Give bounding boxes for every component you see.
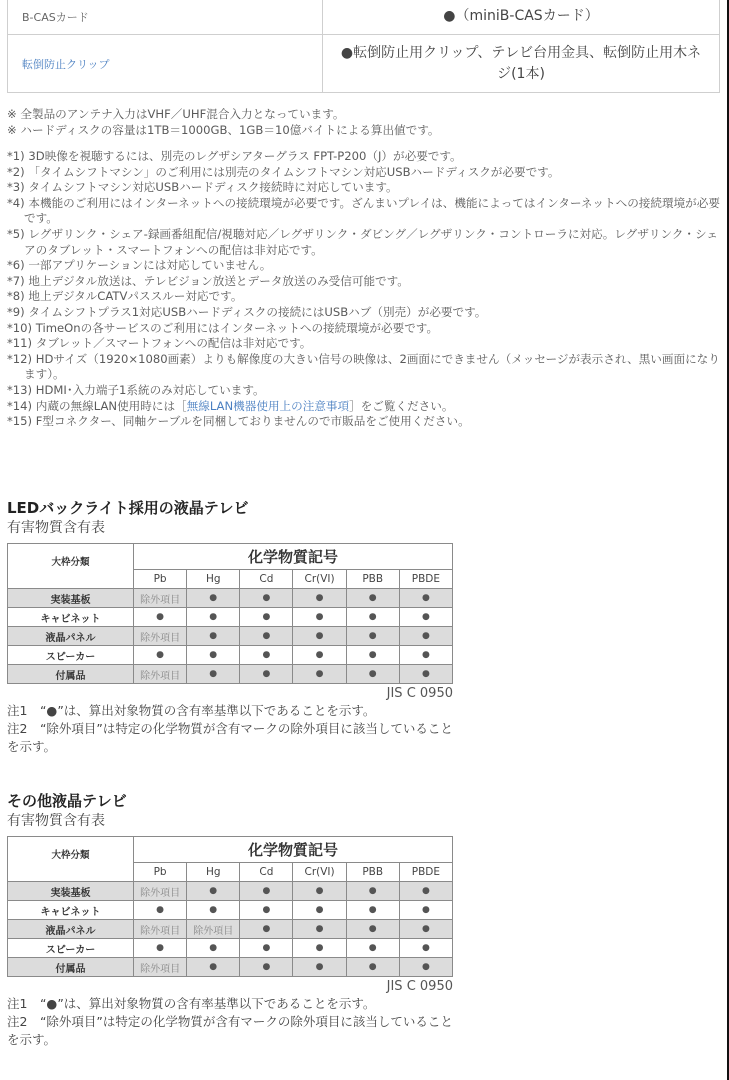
cell: ●	[399, 901, 452, 920]
table-row	[8, 882, 453, 901]
row-category: 付属品	[8, 665, 134, 684]
section-title: LEDバックライト採用の液晶テレビ	[7, 499, 249, 517]
footnote-mark: *10)	[7, 320, 33, 335]
cell: ●	[240, 939, 293, 958]
footnote-mark: *15)	[7, 414, 33, 429]
spec-label: B-CASカード	[8, 0, 323, 35]
hazard-note: 注1 “●”は、算出対象物質の含有率基準以下であることを示す。	[7, 703, 376, 718]
column-header: Cd	[240, 863, 293, 882]
cell: ●	[187, 901, 240, 920]
cell: ●	[134, 608, 187, 627]
cell: ●	[346, 627, 399, 646]
table-row	[8, 627, 453, 646]
cell: ●	[240, 608, 293, 627]
cell: ●	[240, 665, 293, 684]
hazard-table	[7, 836, 453, 977]
table-row	[8, 589, 453, 608]
footnote-mark: *5)	[7, 226, 25, 241]
general-note: ※ 全製品のアンテナ入力はVHF／UHF混合入力となっています。	[7, 107, 345, 121]
footnote-mark: *11)	[7, 336, 33, 351]
footnote-5	[7, 227, 723, 258]
hazard-table	[7, 543, 453, 684]
cell: 除外項目	[134, 589, 187, 608]
column-header: Cr(VI)	[293, 570, 346, 589]
footnote-text: 地上デジタルCATVパススルー対応です。	[28, 289, 243, 304]
hazard-note: 注2 “除外項目”は特定の化学物質が含有マークの除外項目に該当していることを示す。	[7, 721, 453, 754]
table-row	[8, 920, 453, 939]
cell: 除外項目	[187, 920, 240, 939]
footnote-14	[7, 399, 723, 415]
footnote-10	[7, 321, 723, 337]
row-category: 液晶パネル	[8, 920, 134, 939]
row-category: 実装基板	[8, 882, 134, 901]
cell: 除外項目	[134, 665, 187, 684]
footnote-mark: *2)	[7, 164, 25, 179]
category-header: 大枠分類	[8, 837, 134, 882]
footnote-text: F型コネクター、同軸ケーブルを同梱しておりませんので市販品をご使用ください。	[35, 414, 470, 429]
table-row	[8, 608, 453, 627]
cell: ●	[240, 882, 293, 901]
footnote-2	[7, 165, 723, 181]
footnote-mark: *9)	[7, 304, 25, 319]
standard-label: JIS C 0950	[386, 979, 453, 994]
footnote-12	[7, 352, 723, 383]
cell: ●	[293, 901, 346, 920]
cell: ●	[293, 627, 346, 646]
footnote-text: 一部アプリケーションには対応していません。	[28, 258, 272, 273]
column-header: Pb	[134, 570, 187, 589]
cell: ●	[293, 646, 346, 665]
cell: ●	[240, 901, 293, 920]
cell: ●	[240, 646, 293, 665]
cell: ●	[240, 920, 293, 939]
column-header: Cd	[240, 570, 293, 589]
footnote-mark: *7)	[7, 273, 25, 288]
table-row	[8, 901, 453, 920]
cell: 除外項目	[134, 920, 187, 939]
row-category: キャビネット	[8, 901, 134, 920]
cell: ●	[293, 920, 346, 939]
table-row	[8, 939, 453, 958]
standard-label: JIS C 0950	[386, 686, 453, 701]
footnote-mark: *4)	[7, 195, 25, 210]
footnote-15	[7, 414, 723, 430]
hazard-section-other	[7, 791, 453, 1049]
footnote-text: ］をご覧ください。	[349, 398, 454, 413]
column-header: PBB	[346, 570, 399, 589]
cell: ●	[187, 958, 240, 977]
footnote-1	[7, 149, 723, 165]
cell: ●	[293, 589, 346, 608]
footnote-mark: *1)	[7, 149, 25, 163]
cell: ●	[187, 665, 240, 684]
footnote-4	[7, 196, 723, 227]
column-header: Cr(VI)	[293, 863, 346, 882]
spec-value: ●（miniB-CASカード）	[323, 0, 720, 35]
footnote-text: タイムシフトマシン対応USBハードディスク接続時に対応しています。	[28, 180, 398, 195]
category-header: 大枠分類	[8, 544, 134, 589]
cell: ●	[187, 608, 240, 627]
column-header: Pb	[134, 863, 187, 882]
cell: 除外項目	[134, 958, 187, 977]
cell: ●	[187, 627, 240, 646]
cell: 除外項目	[134, 627, 187, 646]
table-row	[8, 958, 453, 977]
cell: ●	[187, 882, 240, 901]
footnote-mark: *8)	[7, 289, 25, 304]
table-row	[8, 646, 453, 665]
column-header: Hg	[187, 570, 240, 589]
cell: ●	[187, 589, 240, 608]
footnote-mark: *14)	[7, 398, 33, 413]
footnote-text: 地上デジタル放送は、テレビジョン放送とデータ放送のみ受信可能です。	[28, 273, 409, 288]
cell: ●	[346, 882, 399, 901]
cell: ●	[240, 627, 293, 646]
hazard-notes	[7, 702, 453, 756]
hazard-notes	[7, 995, 453, 1049]
footnote-text: タブレット／スマートフォンへの配信は非対応です。	[35, 336, 312, 351]
cell: ●	[346, 901, 399, 920]
footnote-7	[7, 274, 723, 290]
column-header: PBDE	[399, 863, 452, 882]
wireless-lan-caution-link[interactable]: 無線LAN機器使用上の注意事項	[186, 398, 350, 413]
hazard-section-led	[7, 498, 453, 756]
footnote-text: HDサイズ（1920×1080画素）よりも解像度の大きい信号の映像は、2画面にできません（メッセージが表示され、黒い画面になります）。	[24, 351, 720, 382]
footnote-9	[7, 305, 723, 321]
cell: ●	[399, 958, 452, 977]
cell: ●	[134, 646, 187, 665]
cell: ●	[293, 665, 346, 684]
footnote-3	[7, 180, 723, 196]
hazard-note: 注2 “除外項目”は特定の化学物質が含有マークの除外項目に該当していることを示す。	[7, 1014, 453, 1047]
cell: ●	[346, 589, 399, 608]
cell: ●	[399, 882, 452, 901]
table-row	[8, 665, 453, 684]
spec-row-clip	[8, 35, 720, 93]
footnote-text: タイムシフトプラス1対応USBハードディスクの接続にはUSBハブ（別売）が必要です。	[28, 304, 487, 319]
cell: ●	[346, 920, 399, 939]
cell: ●	[187, 646, 240, 665]
column-header: Hg	[187, 863, 240, 882]
cell: ●	[293, 608, 346, 627]
cell: ●	[293, 939, 346, 958]
footnote-text: HDMI･入力端子1系統のみ対応しています。	[35, 382, 265, 397]
section-subtitle: 有害物質含有表	[7, 813, 105, 829]
footnote-text: 本機能のご利用にはインターネットへの接続環境が必要です。ざんまいプレイは、機能によってはインターネットへの接続環境が必要です。	[24, 195, 720, 226]
row-category: スピーカー	[8, 939, 134, 958]
footnote-text: 内蔵の無線LAN使用時には［	[35, 398, 187, 413]
spec-label-link[interactable]: 転倒防止クリップ	[8, 35, 323, 93]
cell: ●	[346, 939, 399, 958]
chemical-header: 化学物質記号	[134, 544, 453, 570]
cell: ●	[346, 958, 399, 977]
footnote-6	[7, 258, 723, 274]
footnote-11	[7, 336, 723, 352]
row-category: 実装基板	[8, 589, 134, 608]
spec-table	[7, 0, 720, 93]
footnote-mark: *3)	[7, 180, 25, 195]
chemical-header: 化学物質記号	[134, 837, 453, 863]
footnote-text: レグザリンク・シェア-録画番組配信/視聴対応／レグザリンク・ダビング／レグザリンク・コントローラに対応。レグザリンク・シェアのタブレット・スマートフォンへの配信は非対応です。	[24, 226, 718, 257]
cell: ●	[134, 939, 187, 958]
footnote-text: TimeOnの各サービスのご利用にはインターネットへの接続環境が必要です。	[35, 320, 439, 335]
cell: ●	[346, 608, 399, 627]
cell: ●	[293, 958, 346, 977]
cell: ●	[399, 627, 452, 646]
cell: ●	[399, 939, 452, 958]
spec-row-bcas	[8, 0, 720, 35]
row-category: 液晶パネル	[8, 627, 134, 646]
cell: ●	[399, 589, 452, 608]
footnotes-list	[7, 149, 723, 430]
hazard-note: 注1 “●”は、算出対象物質の含有率基準以下であることを示す。	[7, 996, 376, 1011]
cell: ●	[134, 901, 187, 920]
column-header: PBDE	[399, 570, 452, 589]
footnote-8	[7, 289, 723, 305]
cell: 除外項目	[134, 882, 187, 901]
footnote-mark: *6)	[7, 258, 25, 273]
row-category: 付属品	[8, 958, 134, 977]
cell: ●	[293, 882, 346, 901]
hazard-table-header	[8, 837, 453, 863]
cell: ●	[346, 646, 399, 665]
cell: ●	[399, 920, 452, 939]
section-subtitle: 有害物質含有表	[7, 520, 105, 536]
general-note: ※ ハードディスクの容量は1TB＝1000GB、1GB＝10億バイトによる算出値です。	[7, 122, 440, 137]
cell: ●	[240, 589, 293, 608]
row-category: スピーカー	[8, 646, 134, 665]
footnote-text: 3D映像を視聴するには、別売のレグザシアターグラス FPT-P200（J）が必要です。	[28, 149, 462, 163]
cell: ●	[399, 665, 452, 684]
cell: ●	[346, 665, 399, 684]
footnote-13	[7, 383, 723, 399]
cell: ●	[187, 939, 240, 958]
section-title: その他液晶テレビ	[7, 792, 127, 810]
spec-value: ●転倒防止用クリップ、テレビ台用金具、転倒防止用木ネジ(1本)	[323, 35, 720, 93]
footnote-text: 「タイムシフトマシン」のご利用には別売のタイムシフトマシン対応USBハードディスクが必要です。	[28, 164, 560, 179]
cell: ●	[399, 608, 452, 627]
cell: ●	[399, 646, 452, 665]
column-header: PBB	[346, 863, 399, 882]
footnote-mark: *12)	[7, 351, 33, 366]
row-category: キャビネット	[8, 608, 134, 627]
cell: ●	[240, 958, 293, 977]
hazard-table-header	[8, 544, 453, 570]
footnote-mark: *13)	[7, 382, 33, 397]
general-notes	[7, 107, 723, 138]
